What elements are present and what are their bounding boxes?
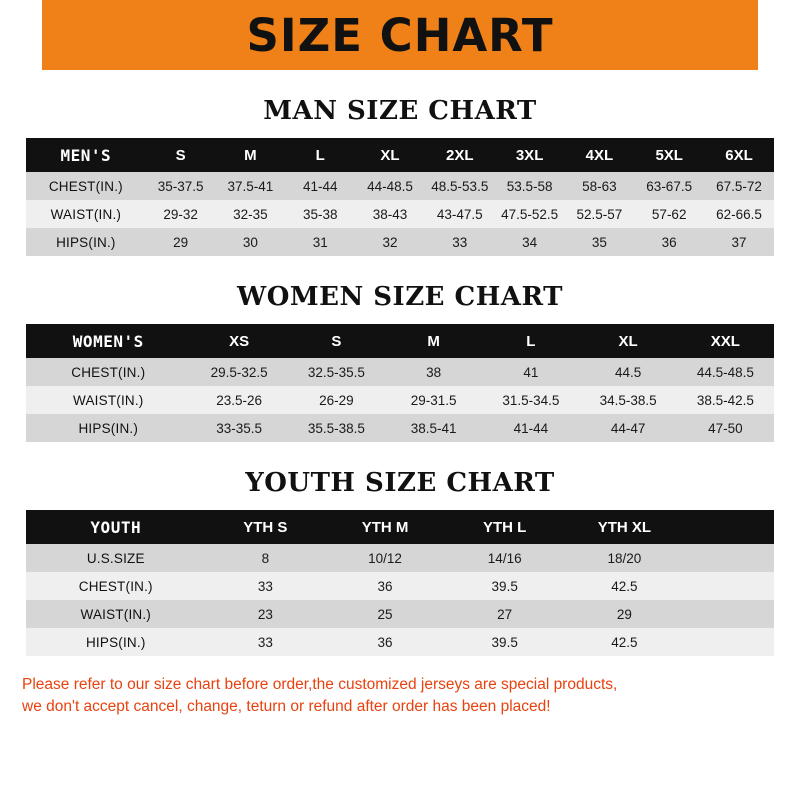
- youth-col-header: YTH XL: [597, 518, 652, 536]
- youth-row-label: WAIST(IN.): [80, 606, 151, 622]
- table-row: [26, 414, 774, 442]
- youth-col-header: YTH S: [243, 518, 288, 536]
- men-cell: 32: [382, 234, 398, 250]
- women-row-label: HIPS(IN.): [78, 420, 139, 436]
- women-cell: 41: [523, 364, 539, 380]
- table-header-row: [26, 510, 774, 544]
- table-row: [26, 386, 774, 414]
- section-title-youth: YOUTH SIZE CHART: [245, 468, 555, 498]
- men-cell: 43-47.5: [436, 206, 483, 222]
- men-cell: 38-43: [372, 206, 408, 222]
- table-row: [26, 628, 774, 656]
- women-col-header: XS: [229, 332, 250, 350]
- men-cell: 29-32: [163, 206, 198, 222]
- youth-cell: 25: [377, 606, 393, 622]
- men-col-header: 4XL: [585, 146, 614, 164]
- women-cell: 47-50: [708, 420, 743, 436]
- men-cell: 57-62: [651, 206, 687, 222]
- youth-header-spacer: [684, 510, 774, 544]
- men-cell: 29: [173, 234, 189, 250]
- women-col-header: L: [526, 332, 536, 350]
- table-row: [26, 544, 774, 572]
- women-cell: 44-47: [610, 420, 646, 436]
- page-title: SIZE CHART: [246, 8, 554, 62]
- women-cell: 32.5-35.5: [307, 364, 365, 380]
- women-cell: 38.5-42.5: [696, 392, 754, 408]
- women-cell: 29.5-32.5: [210, 364, 268, 380]
- women-cell: 38: [426, 364, 442, 380]
- youth-row-label: CHEST(IN.): [78, 578, 153, 594]
- youth-cell: 36: [377, 578, 393, 594]
- youth-row-label: HIPS(IN.): [85, 634, 146, 650]
- men-cell: 30: [242, 234, 258, 250]
- men-cell: 33: [452, 234, 468, 250]
- men-cell: 48.5-53.5: [431, 178, 489, 194]
- women-col-header: XL: [618, 332, 638, 350]
- order-policy-note-line1: Please refer to our size chart before order,the customized jerseys are special products,: [22, 676, 618, 693]
- youth-cell-spacer: [684, 572, 774, 600]
- youth-cell: 10/12: [368, 550, 402, 566]
- section-title-women: WOMEN SIZE CHART: [237, 282, 563, 312]
- women-cell: 41-44: [513, 420, 549, 436]
- men-cell: 58-63: [582, 178, 617, 194]
- men-row-label: WAIST(IN.): [50, 206, 122, 222]
- table-header-row: [26, 324, 774, 358]
- youth-cell-spacer: [684, 600, 774, 628]
- youth-cell-spacer: [684, 544, 774, 572]
- women-cell: 44.5: [614, 364, 642, 380]
- table-wrap-women: [0, 324, 800, 442]
- men-col-header: XL: [380, 146, 400, 164]
- men-cell: 31: [312, 234, 328, 250]
- table-row: [26, 572, 774, 600]
- youth-cell: 42.5: [611, 578, 638, 594]
- table-row: [26, 358, 774, 386]
- men-cell: 35-37.5: [157, 178, 204, 194]
- men-col-header: M: [244, 146, 257, 164]
- youth-cell: 18/20: [607, 550, 642, 566]
- men-col-header: 5XL: [655, 146, 683, 164]
- youth-row-header-label: YOUTH: [90, 517, 142, 537]
- youth-cell: 29: [616, 606, 632, 622]
- section-title-man: MAN SIZE CHART: [263, 96, 537, 126]
- women-cell: 33-35.5: [216, 420, 263, 436]
- youth-cell: 39.5: [491, 578, 518, 594]
- women-col-header: XXL: [710, 332, 740, 350]
- men-cell: 32-35: [233, 206, 268, 222]
- women-cell: 34.5-38.5: [599, 392, 657, 408]
- youth-cell: 27: [497, 606, 513, 622]
- table-row: [26, 228, 774, 256]
- men-cell: 52.5-57: [576, 206, 623, 222]
- women-row-header-label: WOMEN'S: [72, 331, 144, 351]
- men-size-table: [26, 138, 774, 256]
- youth-cell: 8: [261, 550, 270, 566]
- youth-cell: 42.5: [611, 634, 638, 650]
- youth-cell: 33: [257, 578, 273, 594]
- men-row-label: CHEST(IN.): [48, 178, 123, 194]
- men-cell: 67.5-72: [716, 178, 762, 194]
- men-cell: 63-67.5: [646, 178, 693, 194]
- women-row-label: CHEST(IN.): [71, 364, 146, 380]
- order-policy-note: [22, 674, 778, 719]
- men-cell: 35-38: [302, 206, 338, 222]
- men-cell: 62-66.5: [716, 206, 762, 222]
- men-col-header: S: [175, 146, 186, 164]
- women-cell: 26-29: [319, 392, 354, 408]
- women-col-header: M: [427, 332, 440, 350]
- men-row-header-label: MEN'S: [60, 145, 112, 165]
- order-policy-note-line2: we don't accept cancel, change, teturn or refund after order has been placed!: [22, 698, 551, 716]
- men-row-label: HIPS(IN.): [56, 234, 116, 250]
- men-cell: 35: [591, 234, 607, 250]
- table-row: [26, 172, 774, 200]
- youth-row-label: U.S.SIZE: [86, 550, 145, 566]
- men-cell: 47.5-52.5: [501, 206, 559, 222]
- men-cell: 44-48.5: [367, 178, 413, 194]
- table-wrap-youth: [0, 510, 800, 656]
- women-cell: 29-31.5: [410, 392, 457, 408]
- women-cell: 35.5-38.5: [307, 420, 365, 436]
- youth-cell: 14/16: [487, 550, 522, 566]
- youth-cell-spacer: [684, 628, 774, 656]
- men-col-header: L: [315, 146, 325, 164]
- men-cell: 34: [522, 234, 538, 250]
- women-cell: 23.5-26: [216, 392, 263, 408]
- women-row-label: WAIST(IN.): [73, 392, 144, 408]
- page-banner: [0, 0, 800, 70]
- men-cell: 37.5-41: [227, 178, 274, 194]
- men-cell: 41-44: [302, 178, 338, 194]
- men-col-header: 3XL: [515, 146, 544, 164]
- women-cell: 38.5-41: [410, 420, 457, 436]
- youth-cell: 36: [377, 634, 393, 650]
- women-cell: 44.5-48.5: [696, 364, 754, 380]
- men-cell: 37: [731, 234, 747, 250]
- youth-col-header: YTH M: [361, 518, 409, 536]
- youth-col-header: YTH L: [483, 518, 527, 536]
- women-cell: 31.5-34.5: [502, 392, 560, 408]
- women-size-table: [26, 324, 774, 442]
- table-row: [26, 600, 774, 628]
- men-cell: 53.5-58: [506, 178, 553, 194]
- youth-size-table: [26, 510, 774, 656]
- table-header-row: [26, 138, 774, 172]
- men-cell: 36: [661, 234, 677, 250]
- youth-cell: 39.5: [491, 634, 518, 650]
- youth-cell: 33: [257, 634, 273, 650]
- table-row: [26, 200, 774, 228]
- table-wrap-man: [0, 138, 800, 256]
- youth-cell: 23: [257, 606, 273, 622]
- men-col-header: 2XL: [446, 146, 474, 164]
- women-col-header: S: [331, 332, 342, 350]
- men-col-header: 6XL: [725, 146, 753, 164]
